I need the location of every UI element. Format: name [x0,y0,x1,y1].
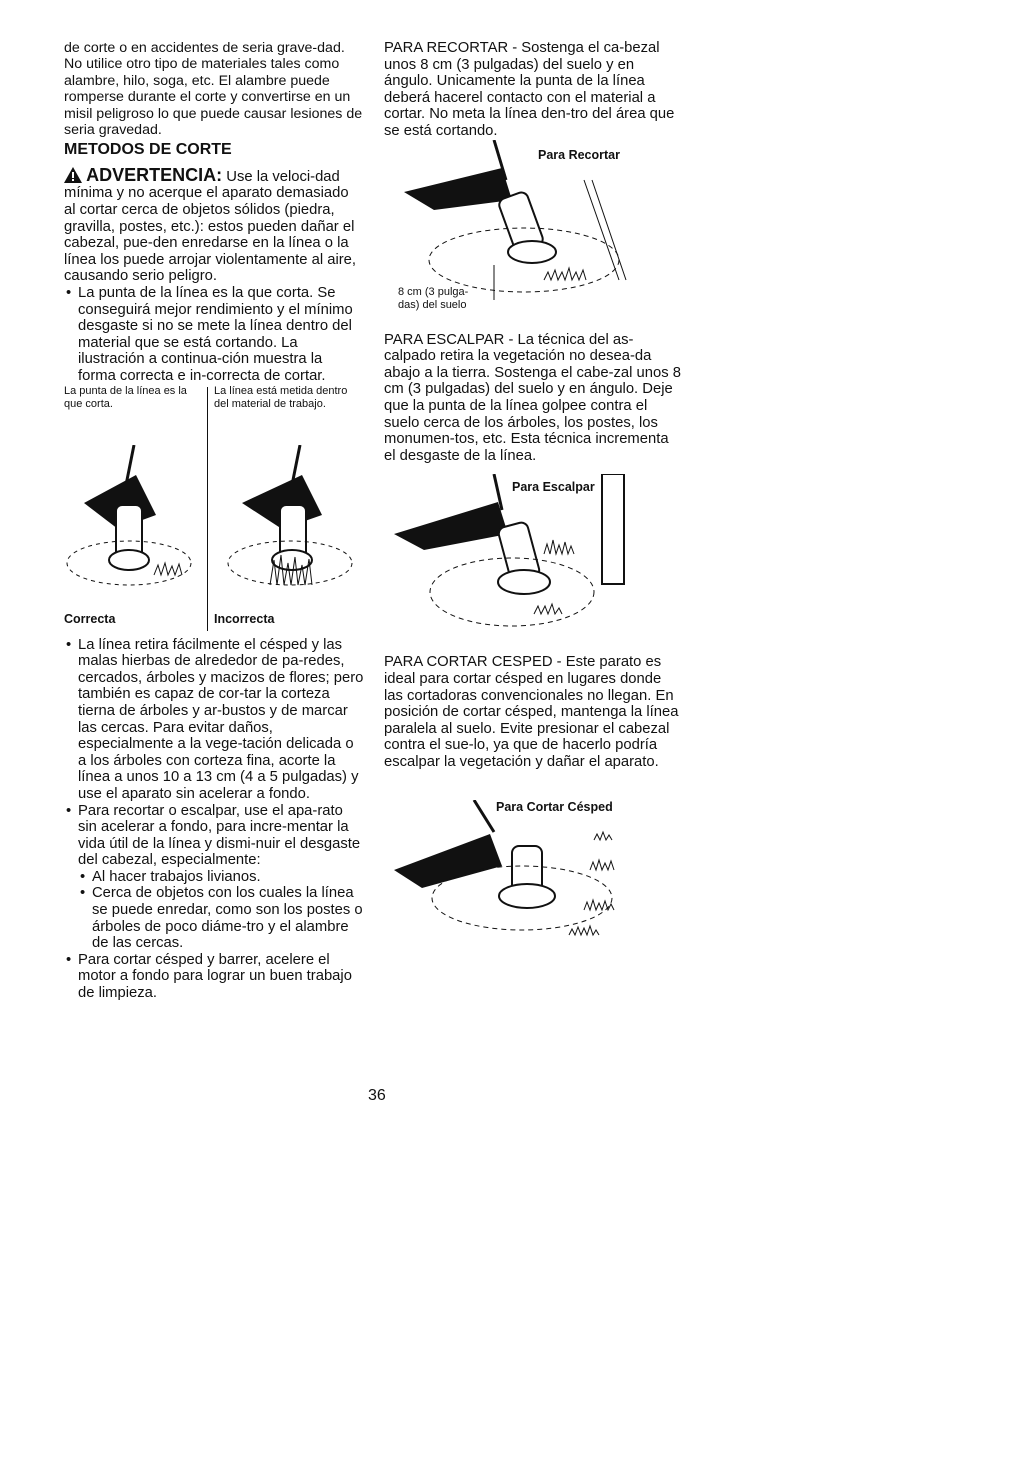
correct-label: Correcta [64,611,116,626]
escalpar-caption: Para Escalpar [512,480,595,495]
cutting-tips-list-continued [64,637,364,1002]
left-column [64,40,364,1002]
page-number: 36 [368,1087,386,1104]
section-heading: METODOS DE CORTE [64,141,232,159]
escalpar-figure [384,464,684,654]
trimmer-cesped-illustration [394,800,654,960]
recortar-caption: Para Recortar [538,147,620,162]
list-item: • La punta de la línea es la que corta. Se conseguirá mejor rendimiento y el mínimo desgaste si no se mete la línea dentro del material que se está cortando. La ilustración a continua-ción muestra la forma correcta e in-correcta de cortar. [78,285,364,385]
cesped-paragraph: PARA CORTAR CESPED - Este parato es ideal para cortar césped en lugares donde las cortadoras convencionales no llegan. En posición de cortar césped, mantenga la línea paralela al suelo. Evite presionar el cabezal contra el sue-lo, ya que de hacerlo podría escalpar la vegetación y dañar el aparato. [384,654,679,770]
sub-list-item: • Cerca de objetos con los cuales la línea se puede enredar, como son los postes o árboles de poco diáme-tro y el alambre de las cercas. [92,885,364,951]
warning-text: Use la veloci-dad mínima y no acerque el aparato demasiado al cortar cerca de objetos sólidos (piedra, gravilla, postes, etc.): estos pueden dañar el cabezal, pue-den enredarse en la línea o la línea los puede arrojar violentamente al aire, causando serio peligro. [64,168,357,285]
correct-incorrect-figure [64,385,364,637]
warning-icon [64,167,82,183]
incorrect-caption: La línea está metida dentro del material de trabajo. [214,384,348,410]
right-column [384,40,684,970]
cutting-tips-list [64,285,364,385]
cesped-figure [384,800,684,970]
correct-caption: La punta de la línea es la que corta. [64,384,187,410]
recortar-figure [384,140,684,332]
incorrect-label: Incorrecta [214,611,275,626]
list-item: • La línea retira fácilmente el césped y las malas hierbas de alrededor de pa-redes, cercados, árboles y macizos de flores; pero también es capaz de cor-tar la corteza tierna de árboles y ar-bustos y de marcar las cercas. Para evitar daños, especialmente a la vege-tación delicada o a los árboles con corteza fina, acorte la línea a unos 10 a 13 cm (4 a 5 pulgadas) y use el aparato sin acelerar a fondo. [78,637,364,803]
recortar-paragraph: PARA RECORTAR - Sostenga el ca-bezal unos 8 cm (3 pulgadas) del suelo y en ángulo. Unicamente la punta de la línea deberá hacerel contacto con el material a cortar. No meta la línea den-tro del área que se está cortando. [384,40,675,139]
intro-paragraph: de corte o en accidentes de seria grave-dad. No utilice otro tipo de materiales tales como alambre, hilo, soga, etc. El alambre puede romperse durante el corte y convertirse en un misil peligroso lo que puede causar lesiones de seria gravedad. [64,40,363,139]
trimmer-incorrect-illustration [212,445,362,610]
trimmer-correct-illustration [64,445,206,610]
trimmer-escalpar-illustration [394,474,664,644]
list-item: • Para cortar césped y barrer, acelere el motor a fondo para lograr un buen trabajo de limpieza. [78,952,364,1002]
trimmer-recortar-illustration [394,140,634,300]
list-item: • Para recortar o escalpar, use el apa-rato sin acelerar a fondo, para incre-mentar la vida útil de la línea y dismi-nuir el desgaste del cabezal, especialmente: • Al hacer trabajos livianos. • Cerca de objetos con los cuales la línea se puede enredar, como son los postes o árboles de poco diáme-tro y el alambre de las cercas. [78,803,364,952]
cesped-caption: Para Cortar Césped [496,800,613,815]
escalpar-paragraph: PARA ESCALPAR - La técnica del as-calpado retira la vegetación no desea-da abajo a la tierra. Sostenga el cabe-zal unos 8 cm (3 pulgadas) del suelo y en ángulo. Deje que la punta de la línea golpee contra el suelo cerca de los árboles, los postes, los monumen-tos, etc. Esta técnica incrementa el desgaste de la línea. [384,331,681,464]
warning-label: ADVERTENCIA: [86,164,223,185]
sub-list-item: • Al hacer trabajos livianos. [92,869,364,886]
sub-list [78,869,364,952]
warning-paragraph [64,164,364,285]
recortar-measurement: 8 cm (3 pulga-das) del suelo [398,285,469,311]
figure-divider [207,387,208,631]
